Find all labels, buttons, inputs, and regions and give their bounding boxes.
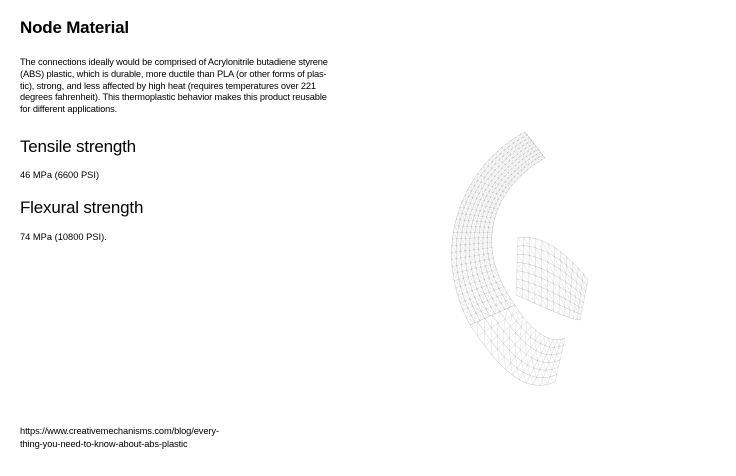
source-link[interactable] [20,425,219,450]
flexural-strength-value: 74 MPa (10800 PSI). [20,232,107,242]
description-line: The connections ideally would be comprised of Acrylonitrile butadiene styrene [20,57,328,67]
description-line: degrees fahrenheit). This thermoplastic behavior makes this product reusable [20,92,327,103]
flexural-strength-heading: Flexural strength [20,198,144,217]
tensile-strength-value: 46 MPa (6600 PSI) [20,170,100,180]
source-link-line[interactable]: thing-you-need-to-know-about-abs-plastic [20,438,188,449]
node-wireframe-mesh [430,120,610,400]
description-paragraph [20,57,350,116]
description-line: (ABS) plastic, which is durable, more ductile than PLA (or other forms of plas- [20,68,327,79]
description-line: for different applications. [20,104,118,115]
source-link-line[interactable]: https://www.creativemechanisms.com/blog/every- [20,426,219,436]
mesh-lines [452,132,588,385]
tensile-strength-heading: Tensile strength [20,137,136,156]
page-title: Node Material [20,18,129,37]
description-line: tic), strong, and less affected by high heat (requires temperatures over 221 [20,80,316,91]
